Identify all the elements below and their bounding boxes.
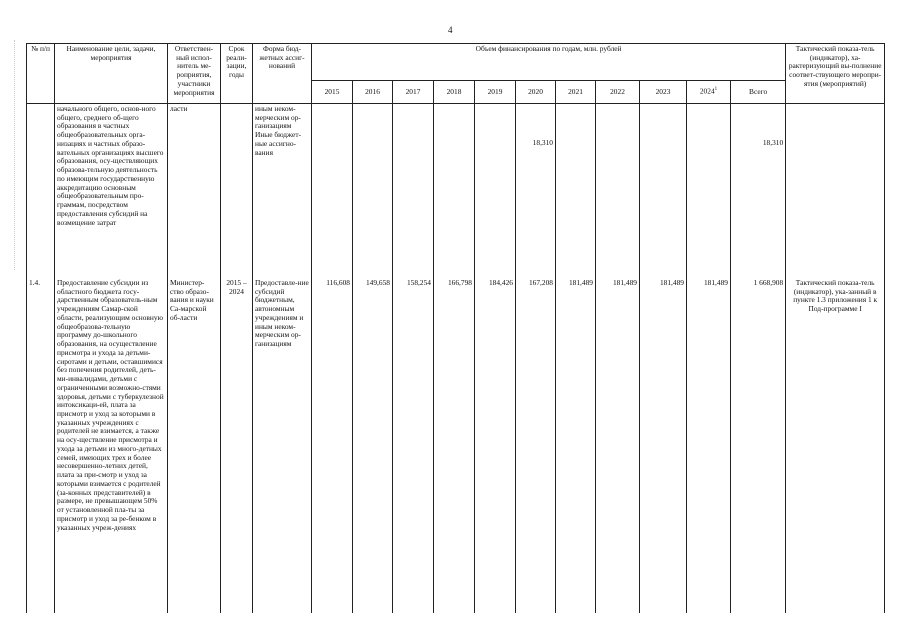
header-num: № п/п: [27, 44, 55, 104]
value-cell: 181,489: [687, 278, 731, 613]
row-indicator: Тактический показа-тель (индикатор), ука-занный в пункте 1.3 приложения 1 к Под-программе I: [786, 278, 885, 613]
table-row: [27, 104, 885, 279]
value-cell: 181,489: [640, 278, 687, 613]
total-cell: 18,310: [731, 104, 786, 279]
value-cell: [353, 104, 393, 279]
value-cell: 181,489: [556, 278, 596, 613]
year-header: 2017: [393, 81, 434, 104]
row-name: Предоставление субсидии из областного бюджета госу-дарственным образователь-ным учреждениям Самар-ской области, реализующим основную общеобразова-тельную программу до-школьного образования, на осуществление присмотра и ухода за детьми-сиротами и детьми, оставшимися без попечения родителей, деть-ми-инвалидами, детьми с ограниченными возможно-стями здоровья, детьми с туберкулезной интоксикаци-ей, плата за присмотр и уход за которыми в указанных учреждениях с родителей не взимается, а также на осу-ществление присмотра и ухода за детьми из много-детных семей, имеющих трех и более несовершенно-летних детей, плата за при-смотр и уход за которыми взимается с родителей (за-конных представителей) в размере, не превышающем 50% от установленной пла-ты за присмотр и уход за ре-бенком в указанных учреж-дениях: [55, 278, 168, 613]
value-cell: [596, 104, 640, 279]
year-header: 2018: [434, 81, 475, 104]
value-cell: [393, 104, 434, 279]
row-form: Предоставле-ние субсидий бюджетным, автономным учреждениям и иным неком-мерческим ор-ганизациям: [253, 278, 312, 613]
page-number: 4: [448, 25, 453, 35]
row-indicator: [786, 104, 885, 279]
value-cell: 18,310: [516, 104, 556, 279]
year-header-2024: [687, 81, 731, 104]
year-header: 2016: [353, 81, 393, 104]
value-cell: 167,208: [516, 278, 556, 613]
footnote-mark: 1: [714, 87, 718, 93]
year-header: 2022: [596, 81, 640, 104]
value-cell: 184,426: [475, 278, 516, 613]
value-cell: [687, 104, 731, 279]
total-cell: 1 668,908: [731, 278, 786, 613]
value-cell: 158,254: [393, 278, 434, 613]
value-cell: [640, 104, 687, 279]
value-cell: 166,798: [434, 278, 475, 613]
header-volume: Объем финансирования по годам, млн. рублей: [312, 44, 786, 81]
value-cell: 149,658: [353, 278, 393, 613]
year-header: 2015: [312, 81, 353, 104]
year-header: 2023: [640, 81, 687, 104]
row-form: иным неком-мерческим ор-ганизациям Иные бюджет-ные ассигно-вания: [253, 104, 312, 279]
header-term: Срок реали-зации, годы: [221, 44, 253, 104]
year-header: 2021: [556, 81, 596, 104]
row-num: 1.4.: [27, 278, 55, 613]
row-responsible: Министер-ство образо-вания и науки Са-марской об-ласти: [168, 278, 221, 613]
header-form: Форма бюд-жетных ассиг-нований: [253, 44, 312, 104]
year-header: 2020: [516, 81, 556, 104]
year-label: 2024: [699, 86, 715, 96]
value-cell: [312, 104, 353, 279]
value-cell: [556, 104, 596, 279]
scan-margin-artifact: [0, 40, 15, 270]
table-row: [27, 278, 885, 613]
total-header: Всего: [731, 81, 786, 104]
header-responsible: Ответствен-ный испол-нитель ме-роприятия, участники мероприятия: [168, 44, 221, 104]
financing-table: [26, 43, 885, 613]
row-term: [221, 104, 253, 279]
value-cell: [475, 104, 516, 279]
row-responsible: ласти: [168, 104, 221, 279]
value-cell: 181,489: [596, 278, 640, 613]
value-cell: [434, 104, 475, 279]
year-header: 2019: [475, 81, 516, 104]
row-num: [27, 104, 55, 279]
row-name: начального общего, основ-ного общего, среднего об-щего образования в частных общеобразовательных орга-низациях и частных образо-вательных организациях высшего образования, осу-ществляющих образова-тельную деятельность по имеющим государственную аккредитацию основным общеобразовательным про-граммам, посредством предоставления субсидий на возмещение затрат: [55, 104, 168, 279]
value-cell: 116,608: [312, 278, 353, 613]
row-term: 2015 – 2024: [221, 278, 253, 613]
header-name: Наименование цели, задачи, мероприятия: [55, 44, 168, 104]
header-indicator: Тактический показа-тель (индикатор), ха-рактеризующий вы-полнение соответ-ствующего меропри-ятия (мероприятий): [786, 44, 885, 104]
